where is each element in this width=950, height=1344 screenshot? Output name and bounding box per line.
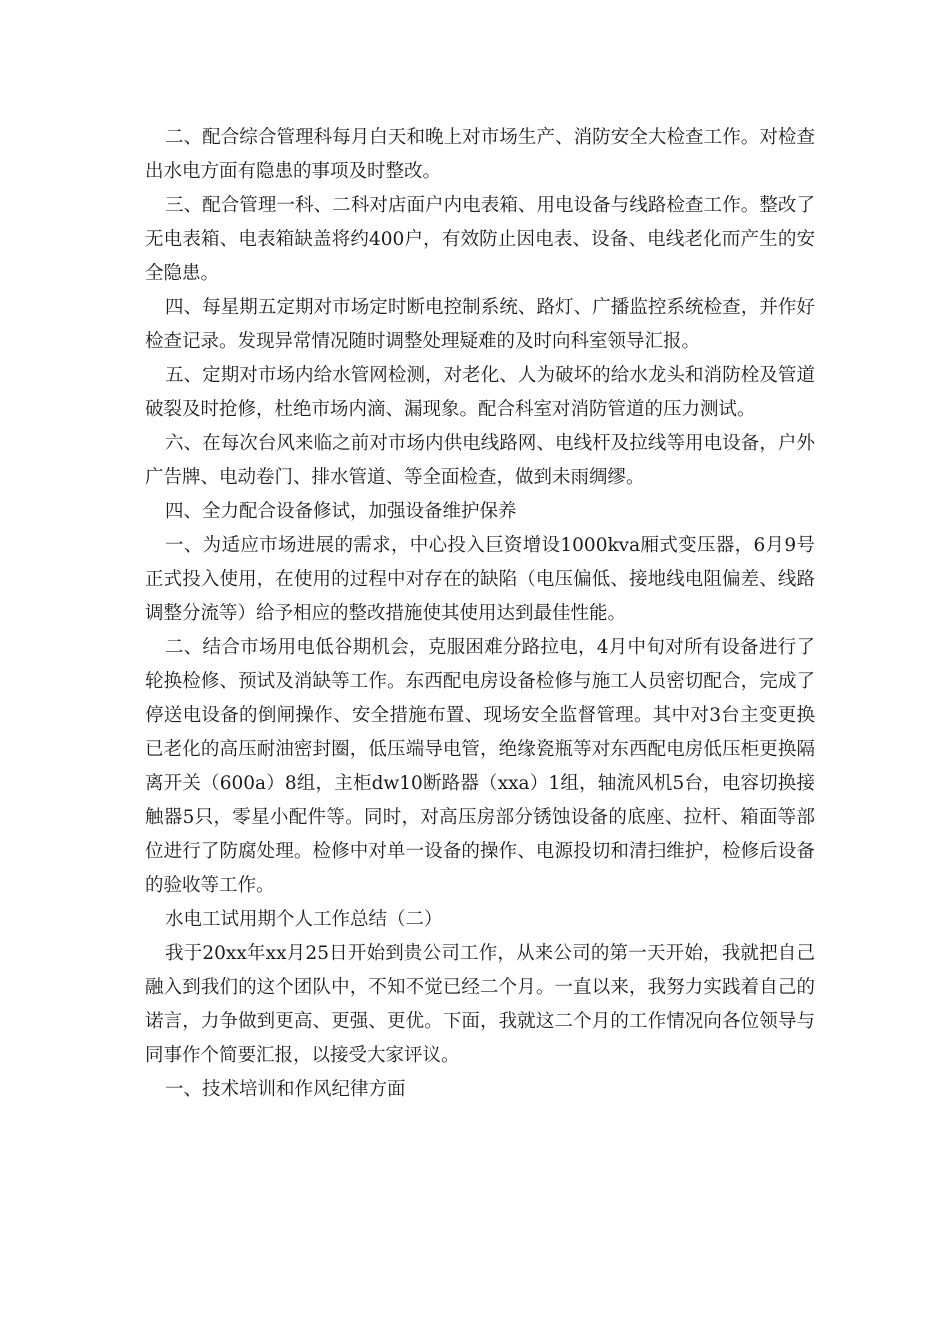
paragraph-meter-box: 三、配合管理一科、二科对店面户内电表箱、用电设备与线路检查工作。整改了无电表箱、电表箱缺盖将约400户，有效防止因电表、设备、电线老化而产生的安全隐患。 — [145, 195, 815, 284]
paragraph-weekly-check: 四、每星期五定期对市场定时断电控制系统、路灯、广播监控系统检查，并作好检查记录。发现异常情况随时调整处理疑难的及时向科室领导汇报。 — [145, 297, 815, 352]
paragraph-overhaul: 二、结合市场用电低谷期机会，克服困难分路拉电，4月中旬对所有设备进行了轮换检修、预试及消缺等工作。东西配电房设备检修与施工人员密切配合，完成了停送电设备的倒闸操作、安全措施布置、现场安全监督管理。其中对3台主变更换已老化的高压耐油密封圈，低压端导电管，绝缘瓷瓶等对东西配电房低压柜更换隔离开关（600a）8组，主柜dw10断路器（xxa）1组，轴流风机5台，电容切换接触器5只，零星小配件等。同时，对高压房部分锈蚀设备的底座、拉杆、箱面等部位进行了防腐处理。检修中对单一设备的操作、电源投切和清扫维护，检修后设备的验收等工作。 — [145, 637, 815, 896]
paragraph-introduction: 我于20xx年xx月25日开始到贵公司工作，从来公司的第一天开始，我就把自己融入到我们的这个团队中，不知不觉已经二个月。一直以来，我努力实践着自己的诺言，力争做到更高、更强、更优。下面，我就这二个月的工作情况向各位领导与同事作个简要汇报，以接受大家评议。 — [145, 943, 815, 1066]
section-heading-maintenance: 四、全力配合设备修试，加强设备维护保养 — [165, 501, 517, 522]
paragraph-water-pipes: 五、定期对市场内给水管网检测，对老化、人为破坏的给水龙头和消防栓及管道破裂及时抢修，杜绝市场内滴、漏现象。配合科室对消防管道的压力测试。 — [145, 365, 815, 420]
paragraph-typhoon: 六、在每次台风来临之前对市场内供电线路网、电线杆及拉线等用电设备，户外广告牌、电动卷门、排水管道、等全面检查，做到未雨绸缪。 — [145, 433, 815, 488]
section-title-summary-two: 水电工试用期个人工作总结（二） — [165, 909, 443, 930]
paragraph-transformer: 一、为适应市场进展的需求，中心投入巨资增设1000kva厢式变压器，6月9号正式投入使用，在使用的过程中对存在的缺陷（电压偏低、接地线电阻偏差、线路调整分流等）给予相应的整改措施使其使用达到最佳性能。 — [145, 535, 815, 624]
paragraph-inspection: 二、配合综合管理科每月白天和晚上对市场生产、消防安全大检查工作。对检查出水电方面有隐患的事项及时整改。 — [145, 127, 815, 182]
document-body — [145, 121, 815, 1107]
section-heading-training: 一、技术培训和作风纪律方面 — [165, 1079, 406, 1100]
